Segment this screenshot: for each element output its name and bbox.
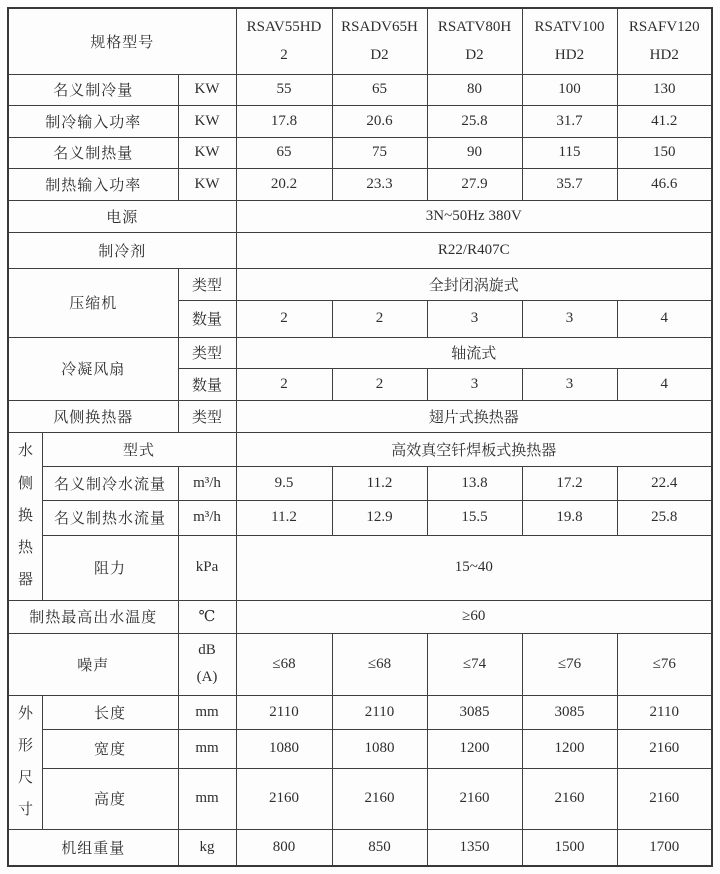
condenser-fan-qty-value: 4 xyxy=(617,368,712,400)
cooling-input-power-value: 17.8 xyxy=(236,105,332,137)
height-value: 2160 xyxy=(332,768,427,829)
length-unit: mm xyxy=(178,695,236,730)
refrigerant-label: 制冷剂 xyxy=(8,232,236,268)
unit-weight-value: 1500 xyxy=(522,829,617,866)
condenser-fan-qty-value: 2 xyxy=(236,368,332,400)
compressor-qty-value: 4 xyxy=(617,300,712,337)
heating-water-flow-value: 25.8 xyxy=(617,500,712,535)
spec-model-header-label: 规格型号 xyxy=(8,8,236,74)
cooling-water-flow-unit: m³/h xyxy=(178,466,236,500)
cooling-capacity-label: 名义制冷量 xyxy=(8,74,178,105)
noise-value: ≤74 xyxy=(427,633,522,695)
length-value: 2110 xyxy=(332,695,427,730)
compressor-qty-label: 数量 xyxy=(178,300,236,337)
cooling-water-flow-value: 11.2 xyxy=(332,466,427,500)
noise-value: ≤76 xyxy=(617,633,712,695)
water-side-hx-form-row xyxy=(8,432,712,466)
heating-water-flow-row xyxy=(8,500,712,535)
heating-input-power-row xyxy=(8,168,712,200)
max-outlet-temp-row xyxy=(8,600,712,633)
heating-input-power-value: 35.7 xyxy=(522,168,617,200)
dimension-width-row xyxy=(8,730,712,769)
noise-unit-cell xyxy=(178,633,236,695)
cooling-capacity-value: 130 xyxy=(617,74,712,105)
condenser-fan-qty-value: 2 xyxy=(332,368,427,400)
cooling-capacity-value: 80 xyxy=(427,74,522,105)
heating-capacity-value: 150 xyxy=(617,137,712,168)
refrigerant-row xyxy=(8,232,712,268)
cooling-input-power-value: 41.2 xyxy=(617,105,712,137)
heating-capacity-value: 75 xyxy=(332,137,427,168)
heating-input-power-value: 20.2 xyxy=(236,168,332,200)
heating-input-power-value: 27.9 xyxy=(427,168,522,200)
compressor-qty-value: 2 xyxy=(332,300,427,337)
unit-weight-value: 1350 xyxy=(427,829,522,866)
model-name: RSATV80HD2 xyxy=(427,8,522,74)
max-outlet-temp-label: 制热最高出水温度 xyxy=(8,600,178,633)
length-value: 2110 xyxy=(617,695,712,730)
noise-value: ≤68 xyxy=(236,633,332,695)
cooling-water-flow-label: 名义制冷水流量 xyxy=(42,466,178,500)
condenser-fan-type-value: 轴流式 xyxy=(236,337,712,368)
height-value: 2160 xyxy=(617,768,712,829)
power-supply-value: 3N~50Hz 380V xyxy=(236,200,712,232)
noise-value: ≤68 xyxy=(332,633,427,695)
max-outlet-temp-value: ≥60 xyxy=(236,600,712,633)
width-label: 宽度 xyxy=(42,730,178,769)
condenser-fan-type-label: 类型 xyxy=(178,337,236,368)
heating-input-power-value: 23.3 xyxy=(332,168,427,200)
cooling-capacity-row xyxy=(8,74,712,105)
height-unit: mm xyxy=(178,768,236,829)
water-resistance-value: 15~40 xyxy=(236,535,712,600)
length-label: 长度 xyxy=(42,695,178,730)
heating-capacity-value: 65 xyxy=(236,137,332,168)
cooling-input-power-value: 20.6 xyxy=(332,105,427,137)
heating-capacity-value: 90 xyxy=(427,137,522,168)
water-resistance-label: 阻力 xyxy=(42,535,178,600)
heating-capacity-value: 115 xyxy=(522,137,617,168)
compressor-type-value: 全封闭涡旋式 xyxy=(236,268,712,300)
spec-table xyxy=(7,7,713,867)
compressor-type-label: 类型 xyxy=(178,268,236,300)
refrigerant-value: R22/R407C xyxy=(236,232,712,268)
width-value: 1080 xyxy=(332,730,427,769)
compressor-qty-value: 2 xyxy=(236,300,332,337)
length-value: 2110 xyxy=(236,695,332,730)
power-supply-row xyxy=(8,200,712,232)
power-supply-label: 电源 xyxy=(8,200,236,232)
heating-water-flow-unit: m³/h xyxy=(178,500,236,535)
cooling-water-flow-value: 17.2 xyxy=(522,466,617,500)
noise-row xyxy=(8,633,712,695)
cooling-input-power-value: 31.7 xyxy=(522,105,617,137)
cooling-input-power-label: 制冷输入功率 xyxy=(8,105,178,137)
cooling-capacity-unit: KW xyxy=(178,74,236,105)
air-side-hx-label: 风侧换热器 xyxy=(8,400,178,432)
unit-weight-value: 850 xyxy=(332,829,427,866)
cooling-water-flow-value: 13.8 xyxy=(427,466,522,500)
noise-unit: dB(A) xyxy=(196,642,218,685)
cooling-input-power-value: 25.8 xyxy=(427,105,522,137)
air-side-hx-type-value: 翅片式换热器 xyxy=(236,400,712,432)
water-side-hx-form-value: 高效真空钎焊板式换热器 xyxy=(236,432,712,466)
heating-water-flow-value: 12.9 xyxy=(332,500,427,535)
width-unit: mm xyxy=(178,730,236,769)
width-value: 1080 xyxy=(236,730,332,769)
height-value: 2160 xyxy=(522,768,617,829)
water-side-hx-label: 水侧换热器 xyxy=(8,432,42,600)
cooling-water-flow-value: 22.4 xyxy=(617,466,712,500)
heating-capacity-label: 名义制热量 xyxy=(8,137,178,168)
length-value: 3085 xyxy=(522,695,617,730)
cooling-capacity-value: 100 xyxy=(522,74,617,105)
condenser-fan-qty-value: 3 xyxy=(522,368,617,400)
compressor-qty-value: 3 xyxy=(522,300,617,337)
width-value: 1200 xyxy=(522,730,617,769)
height-value: 2160 xyxy=(427,768,522,829)
unit-weight-value: 1700 xyxy=(617,829,712,866)
unit-weight-value: 800 xyxy=(236,829,332,866)
condenser-fan-qty-value: 3 xyxy=(427,368,522,400)
dimension-height-row xyxy=(8,768,712,829)
width-value: 1200 xyxy=(427,730,522,769)
water-resistance-unit: kPa xyxy=(178,535,236,600)
model-name: RSATV100HD2 xyxy=(522,8,617,74)
model-name: RSAV55HD2 xyxy=(236,8,332,74)
compressor-type-row xyxy=(8,268,712,300)
heating-input-power-unit: KW xyxy=(178,168,236,200)
cooling-capacity-value: 65 xyxy=(332,74,427,105)
height-label: 高度 xyxy=(42,768,178,829)
heating-water-flow-value: 19.8 xyxy=(522,500,617,535)
cooling-input-power-unit: KW xyxy=(178,105,236,137)
condenser-fan-label: 冷凝风扇 xyxy=(8,337,178,400)
heating-input-power-label: 制热输入功率 xyxy=(8,168,178,200)
heating-water-flow-value: 11.2 xyxy=(236,500,332,535)
air-side-hx-type-label: 类型 xyxy=(178,400,236,432)
dimensions-label: 外形尺寸 xyxy=(8,695,42,829)
cooling-capacity-value: 55 xyxy=(236,74,332,105)
cooling-input-power-row xyxy=(8,105,712,137)
heating-capacity-unit: KW xyxy=(178,137,236,168)
unit-weight-label: 机组重量 xyxy=(8,829,178,866)
heating-water-flow-label: 名义制热水流量 xyxy=(42,500,178,535)
water-side-hx-form-label: 型式 xyxy=(42,432,236,466)
unit-weight-row xyxy=(8,829,712,866)
heating-capacity-row xyxy=(8,137,712,168)
compressor-qty-value: 3 xyxy=(427,300,522,337)
model-name: RSADV65HD2 xyxy=(332,8,427,74)
dimension-length-row xyxy=(8,695,712,730)
condenser-fan-qty-label: 数量 xyxy=(178,368,236,400)
water-resistance-row xyxy=(8,535,712,600)
max-outlet-temp-unit: ℃ xyxy=(178,600,236,633)
compressor-label: 压缩机 xyxy=(8,268,178,337)
air-side-hx-row xyxy=(8,400,712,432)
height-value: 2160 xyxy=(236,768,332,829)
model-name: RSAFV120HD2 xyxy=(617,8,712,74)
noise-value: ≤76 xyxy=(522,633,617,695)
noise-label: 噪声 xyxy=(8,633,178,695)
unit-weight-unit: kg xyxy=(178,829,236,866)
length-value: 3085 xyxy=(427,695,522,730)
header-row xyxy=(8,8,712,74)
condenser-fan-type-row xyxy=(8,337,712,368)
heating-input-power-value: 46.6 xyxy=(617,168,712,200)
heating-water-flow-value: 15.5 xyxy=(427,500,522,535)
width-value: 2160 xyxy=(617,730,712,769)
cooling-water-flow-row xyxy=(8,466,712,500)
cooling-water-flow-value: 9.5 xyxy=(236,466,332,500)
